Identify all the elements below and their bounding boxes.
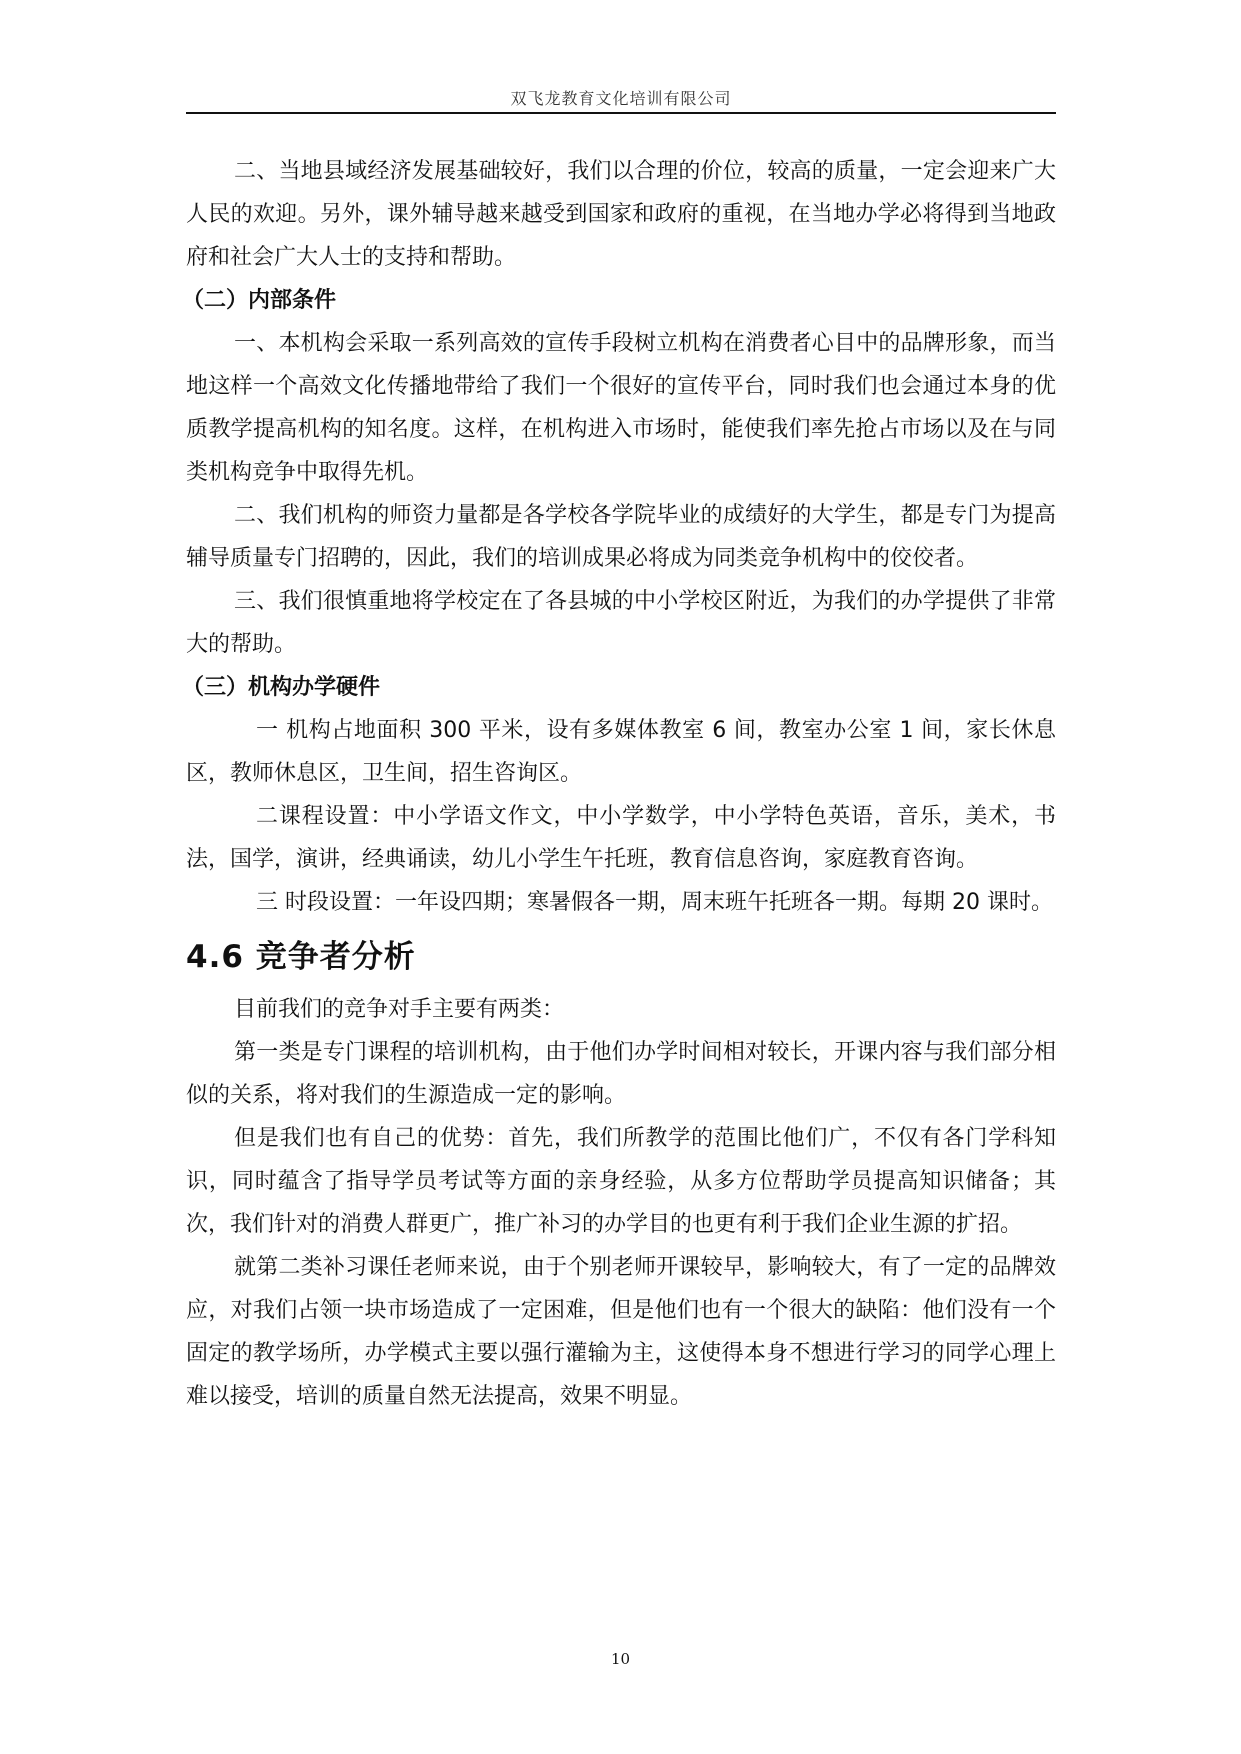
paragraph-competitor-type2: 就第二类补习课任老师来说，由于个别老师开课较早，影响较大，有了一定的品牌效应，对我们占领一块市场造成了一定困难，但是他们也有一个很大的缺陷：他们没有一个固定的教学场所，办学模式主要以强行灌输为主，这使得本身不想进行学习的同学心理上难以接受，培训的质量自然无法提高，效果不明显。 [186,1255,1056,1409]
header-rule [186,112,1056,114]
paragraph-competitor-intro: 目前我们的竞争对手主要有两类： [234,997,565,1022]
paragraph-location: 三、我们很慎重地将学校定在了各县城的中小学校区附近，为我们的办学提供了非常大的帮助。 [186,589,1056,657]
paragraph-our-advantages: 但是我们也有自己的优势：首先，我们所教学的范围比他们广，不仅有各门学科知识，同时蕴含了指导学员考试等方面的亲身经验，从多方位帮助学员提高知识储备；其次，我们针对的消费人群更广，推广补习的办学目的也更有利于我们企业生源的扩招。 [186,1126,1056,1237]
running-header: 双飞龙教育文化培训有限公司 [510,89,732,108]
paragraph-local-economy: 二、当地县域经济发展基础较好，我们以合理的价位，较高的质量，一定会迎来广大人民的欢迎。另外，课外辅导越来越受到国家和政府的重视，在当地办学必将得到当地政府和社会广大人士的支持和帮助。 [186,159,1056,270]
section-heading-competitor-analysis: 4.6 竞争者分析 [186,939,416,975]
paragraph-branding: 一、本机构会采取一系列高效的宣传手段树立机构在消费者心目中的品牌形象，而当地这样一个高效文化传播地带给了我们一个很好的宣传平台，同时我们也会通过本身的优质教学提高机构的知名度。这样，在机构进入市场时，能使我们率先抢占市场以及在与同类机构竞争中取得先机。 [186,331,1056,485]
document-body [182,150,1056,1418]
paragraph-competitor-type1: 第一类是专门课程的培训机构，由于他们办学时间相对较长，开课内容与我们部分相似的关系，将对我们的生源造成一定的影响。 [186,1040,1056,1108]
paragraph-schedule: 三 时段设置：一年设四期；寒暑假各一期，周末班午托班各一期。每期 20 课时。 [256,890,1053,915]
paragraph-courses: 二课程设置：中小学语文作文，中小学数学，中小学特色英语，音乐，美术，书法，国学，演讲，经典诵读，幼儿小学生午托班，教育信息咨询，家庭教育咨询。 [186,804,1056,872]
subheading-hardware: （三）机构办学硬件 [182,675,381,700]
paragraph-faculty: 二、我们机构的师资力量都是各学校各学院毕业的成绩好的大学生，都是专门为提高辅导质量专门招聘的，因此，我们的培训成果必将成为同类竞争机构中的佼佼者。 [186,503,1056,571]
subheading-internal-conditions: （二）内部条件 [182,288,337,313]
paragraph-facilities: 一 机构占地面积 300 平米，设有多媒体教室 6 间，教室办公室 1 间，家长休息区，教师休息区，卫生间，招生咨询区。 [186,718,1056,786]
page-number: 10 [610,1650,631,1668]
